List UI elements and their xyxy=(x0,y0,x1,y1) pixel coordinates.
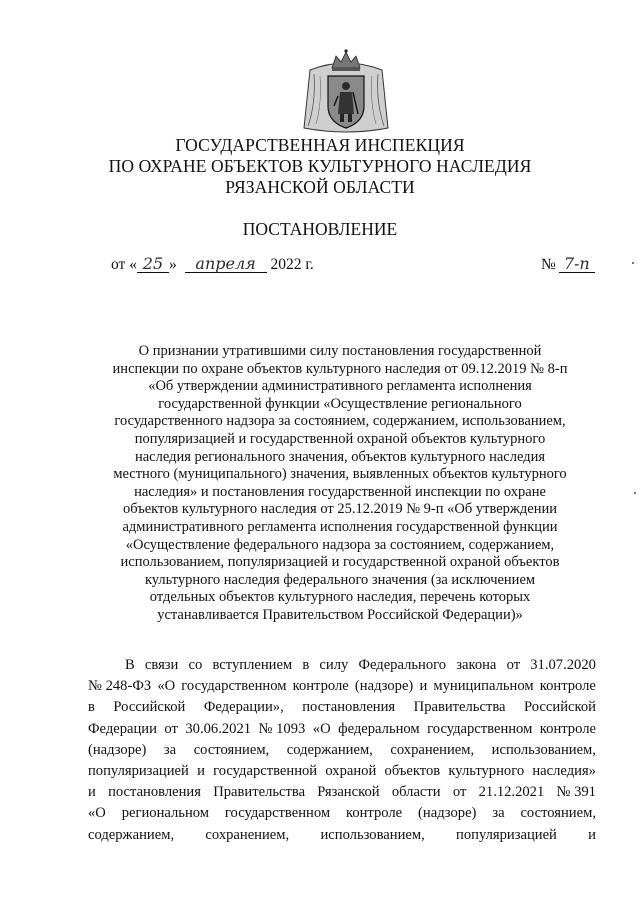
org-name-line-3: РЯЗАНСКОЙ ОБЛАСТИ xyxy=(225,177,415,197)
subject-line: государственного надзора за состоянием, содержанием, использованием, xyxy=(114,413,566,430)
body-word: региональном xyxy=(121,805,210,822)
subject-line: устанавливается Правительством Российской Федерации)» xyxy=(157,606,523,623)
body-word: Правительства xyxy=(413,699,506,716)
body-word: контроле xyxy=(345,805,403,822)
body-line xyxy=(88,825,596,846)
body-word: состоянием, xyxy=(193,741,270,758)
body-word: сохранением, xyxy=(390,741,475,758)
scan-speck xyxy=(634,492,636,494)
body-word: в xyxy=(302,657,310,673)
body-word: от xyxy=(164,720,178,737)
date-year: 2022 г. xyxy=(270,256,314,273)
body-word: и xyxy=(88,784,96,801)
body-line xyxy=(88,740,596,761)
scan-speck xyxy=(632,262,634,264)
body-line xyxy=(88,655,596,676)
body-word: Рязанской xyxy=(317,784,380,801)
body-word: Федерации», xyxy=(203,699,284,716)
date-open-quote: « xyxy=(129,256,137,273)
body-word: связи xyxy=(144,657,179,673)
body-word: Правительства xyxy=(213,784,306,801)
org-name-line-1: ГОСУДАРСТВЕННАЯ ИНСПЕКЦИЯ xyxy=(175,135,465,155)
body-word: от xyxy=(452,784,467,801)
body-word: «О xyxy=(312,720,331,737)
date-close-quote: » xyxy=(168,256,177,273)
subject-line: культурного наследия федерального значения (за исключением xyxy=(144,571,536,588)
body-word: области xyxy=(391,784,441,801)
body-word: со xyxy=(188,657,203,673)
subject-line: административного регламента исполнения государственной функции xyxy=(122,518,558,535)
subject-line: «Об утверждении административного регламента исполнения xyxy=(148,378,532,395)
body-word: «О xyxy=(88,805,106,822)
body-word: В xyxy=(125,657,135,673)
ryazan-coat-of-arms-icon xyxy=(296,48,396,136)
org-name-line-2: ПО ОХРАНЕ ОБЪЕКТОВ КУЛЬТУРНОГО НАСЛЕДИЯ xyxy=(108,156,532,176)
document-body xyxy=(88,655,596,846)
body-word: постановления xyxy=(108,784,201,801)
body-word: 21.12.2021 xyxy=(478,784,545,801)
body-word: муниципальном xyxy=(433,678,534,695)
date-month: апреля xyxy=(185,256,267,273)
body-word: (надзоре) xyxy=(88,741,147,758)
body-word: № 248-ФЗ xyxy=(88,678,152,695)
body-word: объектов xyxy=(384,763,441,780)
number-value: 7-п xyxy=(559,256,595,273)
body-word: популяризацией xyxy=(88,763,189,780)
body-word: сохранением, xyxy=(205,826,290,843)
subject-line: местного (муниципального) значения, выявленных объектов культурного xyxy=(113,466,567,483)
subject-line: объектов культурного наследия от 25.12.2019 № 9-п «Об утверждении xyxy=(122,501,558,518)
date-day: 25 xyxy=(137,256,169,273)
date-line xyxy=(111,255,314,275)
body-word: закона xyxy=(456,657,497,673)
body-word: и xyxy=(419,678,428,695)
body-word: (надзоре) xyxy=(354,678,414,695)
body-line xyxy=(88,697,596,718)
body-word: и xyxy=(588,826,596,843)
body-word: контроле xyxy=(539,720,596,737)
subject-line: популяризацией и государственной охраной объектов культурного xyxy=(134,430,546,447)
subject-line: использованием, популяризацией и государственной охраной объектов xyxy=(120,554,560,571)
body-word: 30.06.2021 xyxy=(185,720,252,737)
body-word: популяризацией xyxy=(456,826,557,843)
body-word: силу xyxy=(319,657,349,673)
body-line xyxy=(88,761,596,782)
subject-line: инспекции по охране объектов культурного наследия от 09.12.2019 № 8-п xyxy=(112,360,568,377)
body-word: Федерации xyxy=(88,720,157,737)
body-word: вступлением xyxy=(212,657,293,673)
document-title: ПОСТАНОВЛЕНИЕ xyxy=(242,219,398,239)
body-word: охраной xyxy=(325,763,377,780)
body-line xyxy=(88,803,596,824)
body-word: культурного xyxy=(448,763,525,780)
body-word: использованием, xyxy=(491,741,596,758)
subject-line: «Осуществление федерального надзора за состоянием, содержанием, xyxy=(125,536,555,553)
body-word: № 1093 xyxy=(258,720,306,737)
body-word: контроле xyxy=(539,678,596,695)
body-line xyxy=(88,676,596,697)
body-word: федеральном xyxy=(338,720,420,737)
subject-line: наследия» и постановления государственной инспекции по охране xyxy=(134,483,546,500)
body-line xyxy=(88,719,596,740)
body-word: содержанием, xyxy=(88,826,175,843)
body-word: наследия» xyxy=(532,763,596,780)
number-sign: № xyxy=(541,256,556,273)
body-word: «О xyxy=(157,678,176,695)
body-word: использованием, xyxy=(320,826,425,843)
subject-line: наследия регионального значения, объектов культурного наследия xyxy=(134,448,546,465)
body-word: содержанием, xyxy=(286,741,373,758)
body-word: государственной xyxy=(213,763,318,780)
subject-line: О признании утратившими силу постановления государственной xyxy=(138,343,542,359)
body-word: Российской xyxy=(113,699,186,716)
subject-line: отдельных объектов культурного наследия, перечень которых xyxy=(149,589,531,606)
body-word: (надзоре) xyxy=(418,805,477,822)
body-line xyxy=(88,782,596,803)
body-word: и xyxy=(197,763,205,780)
body-word: постановления xyxy=(302,699,396,716)
document-subject xyxy=(100,343,580,625)
body-word: Российской xyxy=(524,699,596,716)
body-word: № 391 xyxy=(556,784,596,801)
body-word: состоянием, xyxy=(520,805,596,822)
body-word: 31.07.2020 xyxy=(530,657,596,673)
body-word: государственном xyxy=(224,805,331,822)
subject-line: государственной функции «Осуществление регионального xyxy=(158,395,522,412)
document-number xyxy=(541,255,595,275)
body-word: за xyxy=(163,741,177,758)
body-word: контроле xyxy=(292,678,349,695)
date-prefix: от xyxy=(111,256,126,273)
body-word: Федерального xyxy=(358,657,447,673)
body-word: государственном xyxy=(427,720,533,737)
body-word: за xyxy=(492,805,505,822)
body-word: от xyxy=(506,657,521,673)
body-word: в xyxy=(88,699,95,716)
body-word: государственном xyxy=(181,678,287,695)
